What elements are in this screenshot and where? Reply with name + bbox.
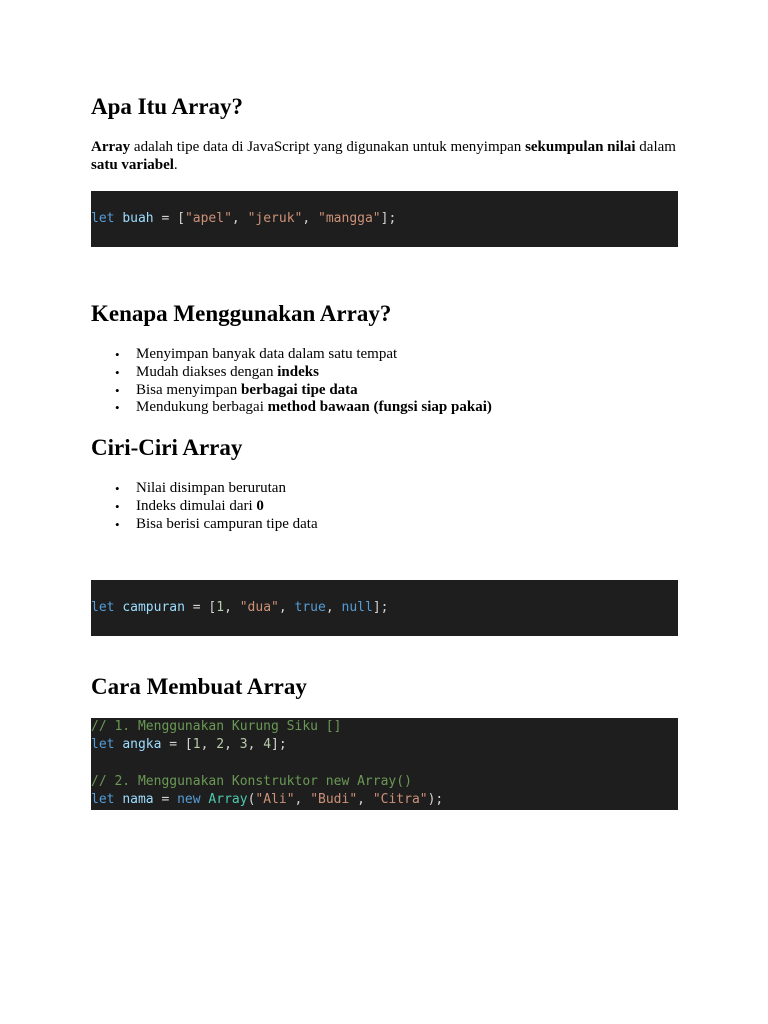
code-string: "apel"	[184, 211, 232, 226]
code-comment: // 2. Menggunakan Konstruktor new Array()	[91, 773, 412, 789]
code-block-buah	[91, 191, 678, 247]
list-kenapa	[91, 346, 492, 417]
list-item-text: Nilai disimpan berurutan	[136, 480, 286, 496]
code-punctuation: ,	[224, 737, 240, 753]
list-item-bold: method bawaan (fungsi siap pakai)	[267, 399, 492, 416]
code-number: 4	[263, 737, 272, 753]
code-keyword: true	[294, 600, 326, 615]
code-block-campuran	[91, 580, 678, 636]
heading-kenapa-menggunakan-array: Kenapa Menggunakan Array?	[91, 301, 392, 326]
list-ciri-ciri	[91, 480, 318, 533]
code-line	[91, 599, 678, 617]
list-item-text: Indeks dimulai dari	[136, 497, 257, 514]
code-punctuation: ,	[200, 737, 217, 753]
text-run: adalah tipe data di JavaScript yang digunakan untuk menyimpan	[130, 139, 526, 155]
code-punctuation: ,	[278, 600, 295, 615]
heading-cara-membuat-array: Cara Membuat Array	[91, 674, 307, 699]
list-item	[136, 480, 318, 498]
list-item-bold: berbagai tipe data	[241, 381, 358, 398]
code-punctuation: =	[153, 792, 178, 808]
list-item	[136, 516, 318, 534]
paragraph-array-definition	[91, 138, 681, 174]
code-class-name: Array	[208, 792, 248, 808]
code-punctuation: ,	[357, 792, 373, 808]
code-punctuation: );	[427, 792, 444, 808]
code-string: "Citra"	[372, 792, 428, 808]
code-variable: angka	[122, 737, 162, 753]
list-item	[136, 346, 492, 364]
code-variable: campuran	[122, 600, 185, 615]
code-punctuation: ,	[231, 211, 248, 226]
list-item-bold: 0	[256, 497, 264, 514]
code-blank-line	[91, 755, 678, 773]
heading-ciri-ciri-array: Ciri-Ciri Array	[91, 435, 243, 460]
code-variable: nama	[122, 792, 154, 808]
code-keyword: let	[91, 211, 115, 226]
bold-term: Array	[91, 139, 131, 155]
code-keyword: new	[177, 792, 201, 808]
code-number: 1	[216, 600, 225, 615]
code-keyword: let	[91, 737, 115, 753]
code-keyword: let	[91, 792, 115, 808]
code-punctuation: = [	[161, 737, 193, 753]
code-string: "dua"	[239, 600, 279, 615]
code-punctuation: ];	[271, 737, 287, 753]
code-number: 3	[239, 737, 248, 753]
bold-term: satu variabel	[91, 157, 174, 173]
code-number: 1	[192, 737, 201, 753]
code-string: "mangga"	[318, 211, 381, 226]
code-punctuation: ];	[372, 600, 389, 615]
code-string: "jeruk"	[247, 211, 303, 226]
list-item	[136, 382, 492, 400]
list-item	[136, 399, 492, 417]
code-punctuation: = [	[184, 600, 217, 615]
code-punctuation: ,	[294, 792, 311, 808]
list-item-text: Mendukung berbagai	[136, 399, 268, 416]
code-punctuation: (	[247, 792, 256, 808]
code-string: "Budi"	[310, 792, 358, 808]
code-comment: // 1. Menggunakan Kurung Siku []	[91, 719, 342, 734]
code-punctuation: ];	[380, 211, 397, 226]
list-item-bold: indeks	[277, 363, 319, 380]
code-punctuation: = [	[153, 211, 185, 226]
code-block-membuat	[91, 718, 678, 810]
code-string: "Ali"	[255, 792, 295, 808]
list-item	[136, 364, 492, 382]
list-item	[136, 498, 318, 516]
code-line	[91, 210, 678, 228]
code-punctuation: ,	[325, 600, 342, 615]
code-keyword: null	[341, 600, 373, 615]
text-run: .	[173, 157, 178, 173]
code-punctuation: ,	[302, 211, 319, 226]
list-item-text: Bisa berisi campuran tipe data	[136, 515, 318, 532]
code-number: 2	[216, 737, 225, 753]
code-punctuation: ,	[247, 737, 264, 753]
list-item-text: Bisa menyimpan	[136, 381, 241, 398]
bold-term: sekumpulan nilai	[525, 139, 636, 155]
list-item-text: Mudah diakses dengan	[136, 363, 278, 380]
list-item-text: Menyimpan banyak data dalam satu tempat	[136, 346, 398, 362]
heading-apa-itu-array: Apa Itu Array?	[91, 94, 244, 119]
code-variable: buah	[122, 211, 154, 226]
code-punctuation: ,	[224, 600, 240, 615]
code-line	[91, 791, 678, 809]
code-line	[91, 736, 678, 754]
code-keyword: let	[91, 600, 115, 615]
text-run: dalam	[635, 139, 676, 155]
